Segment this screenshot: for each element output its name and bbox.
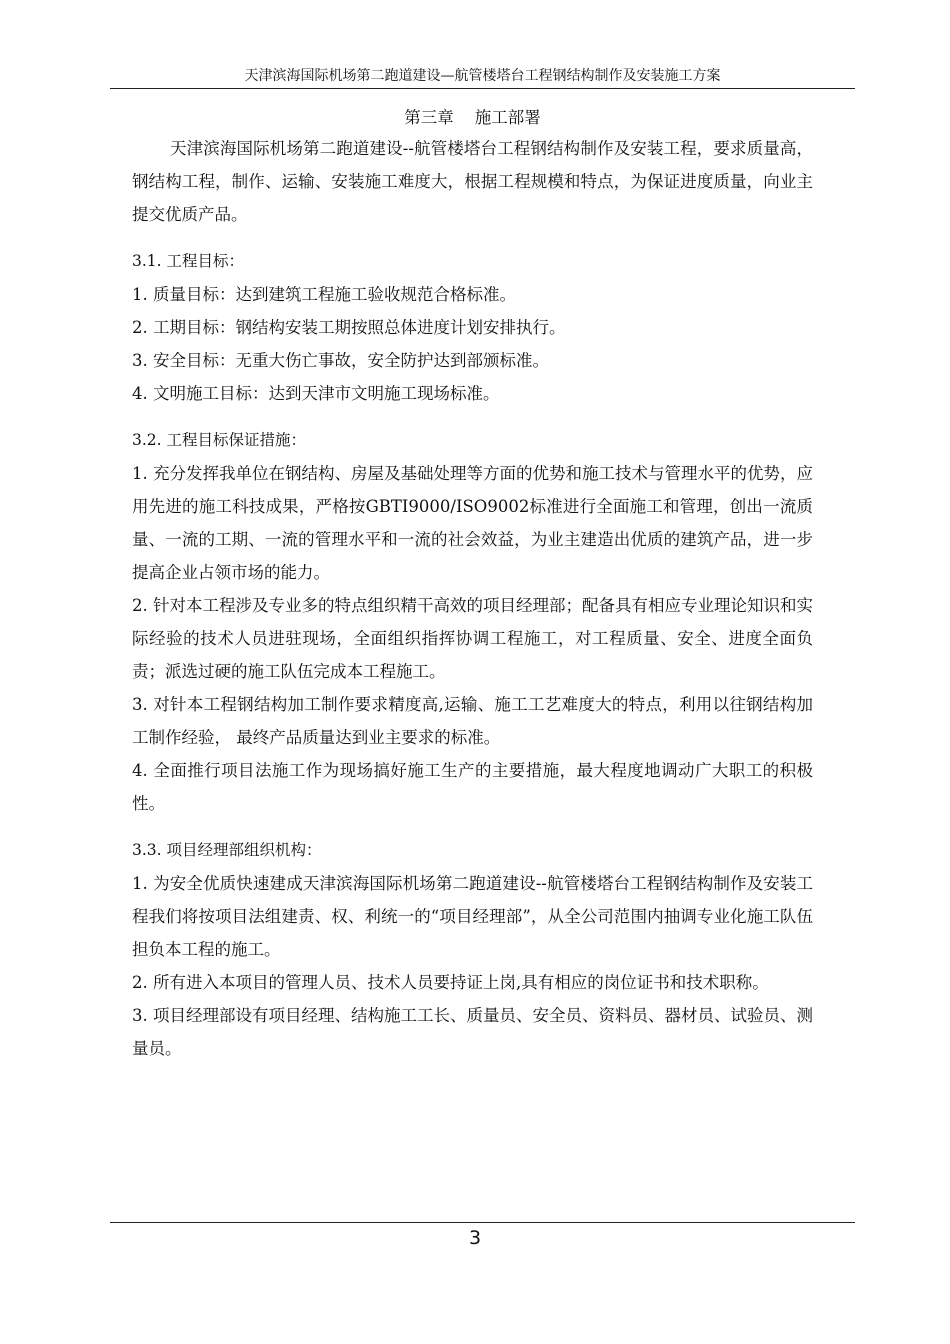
document-body bbox=[132, 104, 813, 1065]
page-number: 3 bbox=[468, 1227, 482, 1249]
section-title: 3.2. 工程目标保证措施： bbox=[132, 431, 307, 449]
list-item: 1. 为安全优质快速建成天津滨海国际机场第二跑道建设--航管楼塔台工程钢结构制作及安装工程我们将按项目法组建责、权、利统一的“项目经理部”，从全公司范围内抽调专业化施工队伍担负本工程的施工。 bbox=[132, 874, 813, 959]
list-item: 3. 安全目标：无重大伤亡事故，安全防护达到部颁标准。 bbox=[132, 351, 549, 370]
header-divider bbox=[110, 88, 855, 89]
list-item: 1. 充分发挥我单位在钢结构、房屋及基础处理等方面的优势和施工技术与管理水平的优势，应用先进的施工科技成果，严格按GBTI9000/ISO9002标准进行全面施工和管理，创出一流质量、一流的工期、一流的管理水平和一流的社会效益，为业主建造出优质的建筑产品，进一步提高企业占领市场的能力。 bbox=[132, 464, 813, 582]
running-header: 天津滨海国际机场第二跑道建设—航管楼塔台工程钢结构制作及安装施工方案 bbox=[244, 68, 721, 84]
section-goals bbox=[132, 245, 813, 410]
chapter-title: 施工部署 bbox=[474, 108, 541, 127]
chapter-heading bbox=[132, 104, 813, 132]
list-item: 4. 全面推行项目法施工作为现场搞好施工生产的主要措施，最大程度地调动广大职工的积极性。 bbox=[132, 761, 813, 813]
list-item: 2. 针对本工程涉及专业多的特点组织精干高效的项目经理部；配备具有相应专业理论知识和实际经验的技术人员进驻现场，全面组织指挥协调工程施工，对工程质量、安全、进度全面负责；派选过硬的施工队伍完成本工程施工。 bbox=[132, 596, 813, 681]
section-measures bbox=[132, 424, 813, 820]
list-item: 4. 文明施工目标：达到天津市文明施工现场标准。 bbox=[132, 384, 500, 403]
intro-paragraph: 天津滨海国际机场第二跑道建设--航管楼塔台工程钢结构制作及安装工程，要求质量高，钢结构工程，制作、运输、安装施工难度大，根据工程规模和特点，为保证进度质量，向业主提交优质产品。 bbox=[132, 139, 813, 224]
list-item: 3. 项目经理部设有项目经理、结构施工工长、质量员、安全员、资料员、器材员、试验员、测量员。 bbox=[132, 1006, 813, 1058]
section-title: 3.1. 工程目标： bbox=[132, 252, 245, 270]
footer-divider bbox=[110, 1222, 855, 1223]
list-item: 1. 质量目标：达到建筑工程施工验收规范合格标准。 bbox=[132, 285, 516, 304]
chapter-number: 第三章 bbox=[404, 108, 454, 127]
section-organization bbox=[132, 834, 813, 1065]
list-item: 3. 对针本工程钢结构加工制作要求精度高,运输、施工工艺难度大的特点，利用以往钢结构加工制作经验， 最终产品质量达到业主要求的标准。 bbox=[132, 695, 813, 747]
list-item: 2. 所有进入本项目的管理人员、技术人员要持证上岗,具有相应的岗位证书和技术职称。 bbox=[132, 973, 769, 992]
list-item: 2. 工期目标：钢结构安装工期按照总体进度计划安排执行。 bbox=[132, 318, 566, 337]
section-title: 3.3. 项目经理部组织机构： bbox=[132, 841, 322, 859]
